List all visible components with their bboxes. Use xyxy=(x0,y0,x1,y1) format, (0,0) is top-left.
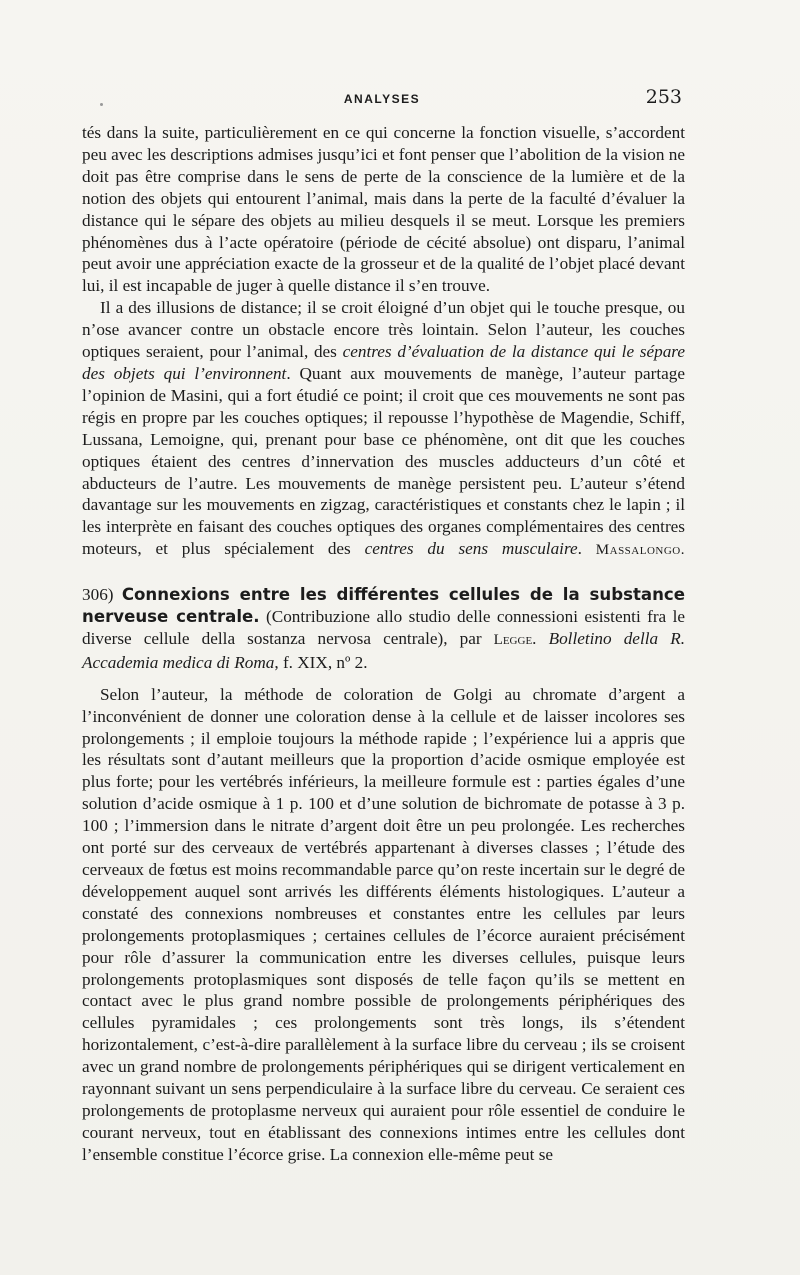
paragraph-2-text-b: . Quant aux mouvements de manège, l’auteur partage l’opinion de Masini, qui a fort étudié ce point; il croit que ces mouvements ne sont pas régis en propre par les couches optiques; il repousse l’hypothèse de Magendie, Schiff, Lussana, Lemoigne, qui, prenant pour base ce phénomène, ont dit que les couches optiques étaient des centres d’innervation des muscles adducteurs d’un côté et abducteurs de l’autre. Les mouvements de manège persistent peu. L’auteur s’étend davantage sur les mouvements en zigzag, caractéristiques et constants chez le lapin ; il les interprète en faisant des couches optiques des organes complémentaires des centres moteurs, et plus spécialement des xyxy=(82,363,685,559)
page-number: 253 xyxy=(645,86,682,108)
paragraph-3: Selon l’auteur, la méthode de coloration de Golgi au chromate d’argent a l’inconvénient de donner une coloration dense à la cellule et de laisser incolores ses prolongements ; il emploie toujours la méthode rapide ; l’expérience lui a appris que les résultats sont d’autant meilleurs que la proportion d’acide osmique employée est plus forte; pour les vertébrés inférieurs, la meilleure formule est : parties égales d’une solution d’acide osmique à 1 p. 100 et d’une solution de bichromate de potasse à 3 p. 100 ; l’immersion dans le nitrate d’argent doit être un peu prolongée. Les recherches ont porté sur des cerveaux de vertébrés appartenant à diverses classes ; l’étude des cerveaux de fœtus est moins recommandable parce qu’on reste incertain sur le degré de développement auquel sont arrivés les différents éléments histologiques. L’auteur a constaté des connexions nombreuses et constantes entre les cellules par leurs prolongements protoplasmiques ; certaines cellules de l’écorce auraient précisément pour rôle d’assurer la communication entre les diverses cellules, puisque leurs prolongements protoplasmiques sont disposés de telle façon qu’ils se mettent en contact avec le plus grand nombre possible de prolongements périphériques des cellules pyramidales ; ces prolongements sont très longs, ils s’étendent horizontalement, c’est-à-dire parallèlement à la surface libre du cerveau ; ils se croisent avec un grand nombre de prolongements périphériques qui se dirigent verticalement en rayonnant suivant un sens perpendiculaire à la surface libre du cerveau. Ce seraient ces prolongements de protoplasme nerveux qui auraient pour rôle essentiel de conduire le courant nerveux, tout en établissant des connexions intimes entre les cellules dont l’ensemble constitue l’écorce grise. La connexion elle-même peut se xyxy=(82,684,685,1164)
reference-after-author: . xyxy=(532,628,549,648)
paragraph-2-emphasis-2: centres du sens musculaire xyxy=(364,539,578,559)
reference-entry xyxy=(82,584,685,674)
running-title: ANALYSES xyxy=(343,92,421,106)
paragraph-2-text-c: . xyxy=(577,539,582,559)
paragraph-1: tés dans la suite, particulièrement en ce qui concerne la fonction visuelle, s’accordent peu avec les descriptions admises jusqu’ici et font penser que l’abolition de la vision ne doit pas être comprise dans le sens de perte de la conscience de la lumière et de la notion des objets qui entourent l’animal, mais dans la perte de la faculté d’évaluer la distance qui le sépare des objets au milieu desquels il se meut. Lorsque les premiers phénomènes dus à l’acte opératoire (période de cécité absolue) ont disparu, l’animal peut avoir une appréciation exacte de la grosseur et de la qualité de l’objet placé devant lui, il est incapable de juger à quelle distance il s’en trouve. xyxy=(82,123,685,296)
reference-journal: Bolletino della R. Accademia medica di Roma xyxy=(82,628,685,672)
reference-title: Connexions entre les différentes cellules de la substance nerveuse centrale. xyxy=(82,585,685,627)
page-body xyxy=(82,122,685,1166)
paragraph-2-text-a: Il a des illusions de distance; il se croit éloigné d’un objet qui le touche presque, ou n’ose avancer contre un obstacle encore très lointain. Selon l’auteur, les couches optiques seraient, pour l’animal, des xyxy=(82,298,685,362)
reviewer-signature: Massalongo. xyxy=(595,542,685,559)
reference-number: 306) xyxy=(82,585,114,605)
reference-author: Legge xyxy=(493,631,533,648)
paragraph-2 xyxy=(82,297,685,562)
page-header xyxy=(82,86,682,112)
reference-volume: , f. XIX, nº 2. xyxy=(274,652,368,672)
paragraph-2-emphasis-1: centres d’évaluation de la distance qui le sépare des objets qui l’environnent xyxy=(82,342,685,383)
reference-italian-title: (Contribuzione allo studio delle connessioni esistenti fra le diverse cellule della sostanza nervosa centrale), par xyxy=(82,607,685,648)
